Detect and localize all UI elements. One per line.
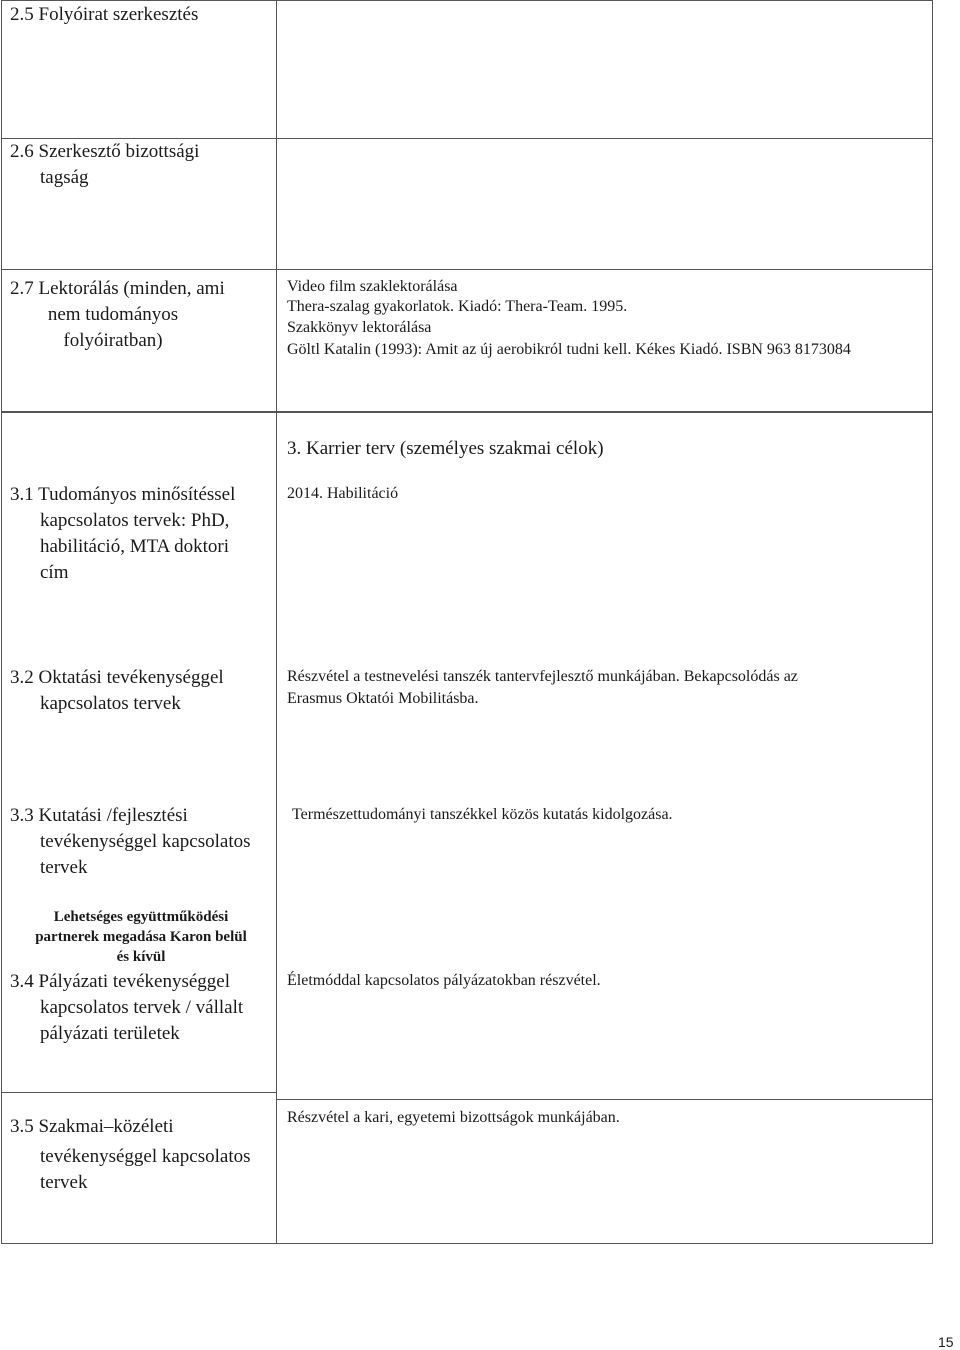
partners-note-line2: partnerek megadása Karon belül xyxy=(35,929,247,945)
row-3-3-label-line1: 3.3 Kutatási /fejlesztési xyxy=(10,805,188,826)
row-3-3-label-line2: tevékenységgel kapcsolatos xyxy=(40,831,251,852)
section2-row-divider-2 xyxy=(1,269,933,270)
row-3-4-value: Életmóddal kapcsolatos pályázatokban részvétel. xyxy=(287,972,601,989)
row-2-6-label-line2: tagság xyxy=(40,167,89,188)
row-3-3-label-line3: tervek xyxy=(40,857,88,878)
row-3-5-top-rule-left xyxy=(1,1092,276,1093)
row-3-2-label-line2: kapcsolatos tervek xyxy=(40,693,181,714)
row-3-5-value: Részvétel a kari, egyetemi bizottságok munkájában. xyxy=(287,1109,620,1126)
row-3-4-label-line3: pályázati területek xyxy=(40,1023,180,1044)
section3-column-divider xyxy=(276,412,277,1244)
row-3-1-label-line2: kapcsolatos tervek: PhD, xyxy=(40,510,230,531)
row-3-2-value-line1: Részvétel a testnevelési tanszék tantervfejlesztő munkájában. Bekapcsolódás az xyxy=(287,668,798,685)
partners-note-line3: és kívül xyxy=(116,949,166,965)
row-3-4-label-line1: 3.4 Pályázati tevékenységgel xyxy=(10,971,231,992)
row-2-7-value-line3: Szakkönyv lektorálása xyxy=(287,319,432,336)
row-3-5-label-line2: tevékenységgel kapcsolatos xyxy=(40,1146,251,1167)
section2-column-divider xyxy=(276,0,277,412)
row-2-7-value-line2: Thera-szalag gyakorlatok. Kiadó: Thera-Team. 1995. xyxy=(287,298,628,315)
row-2-7-label-line2: nem tudományos xyxy=(47,304,179,325)
row-3-4-label-line2: kapcsolatos tervek / vállalt xyxy=(40,997,244,1018)
row-3-3-value: Természettudományi tanszékkel közös kutatás kidolgozása. xyxy=(292,806,673,823)
row-3-5-label-line1: 3.5 Szakmai–közéleti xyxy=(10,1116,174,1137)
row-3-2-label-line1: 3.2 Oktatási tevékenységgel xyxy=(10,667,224,688)
row-2-6-label-line1: 2.6 Szerkesztő bizottsági xyxy=(10,141,200,162)
row-3-1-label-line1: 3.1 Tudományos minősítéssel xyxy=(10,484,236,505)
row-2-7-label-line1: 2.7 Lektorálás (minden, ami xyxy=(10,278,225,299)
row-2-7-value-line1: Video film szaklektorálása xyxy=(287,278,458,295)
row-2-7-value-line4: Göltl Katalin (1993): Amit az új aerobikról tudni kell. Kékes Kiadó. ISBN 963 8173084 xyxy=(287,341,851,358)
row-2-5-label: 2.5 Folyóirat szerkesztés xyxy=(10,4,199,25)
row-3-1-label-line4: cím xyxy=(40,562,69,583)
partners-note-line1: Lehetséges együttműködési xyxy=(53,909,229,925)
row-2-7-label-line3: folyóiratban) xyxy=(63,330,163,351)
row-3-2-value-line2: Erasmus Oktatói Mobilitásba. xyxy=(287,690,479,707)
row-3-5-label-line3: tervek xyxy=(40,1172,88,1193)
page-number: 15 xyxy=(938,1334,954,1350)
row-3-5-top-rule-right xyxy=(276,1099,933,1100)
row-3-1-label-line3: habilitáció, MTA doktori xyxy=(40,536,229,557)
section3-heading: 3. Karrier terv (személyes szakmai célok) xyxy=(287,438,604,459)
row-3-1-value: 2014. Habilitáció xyxy=(287,485,399,502)
